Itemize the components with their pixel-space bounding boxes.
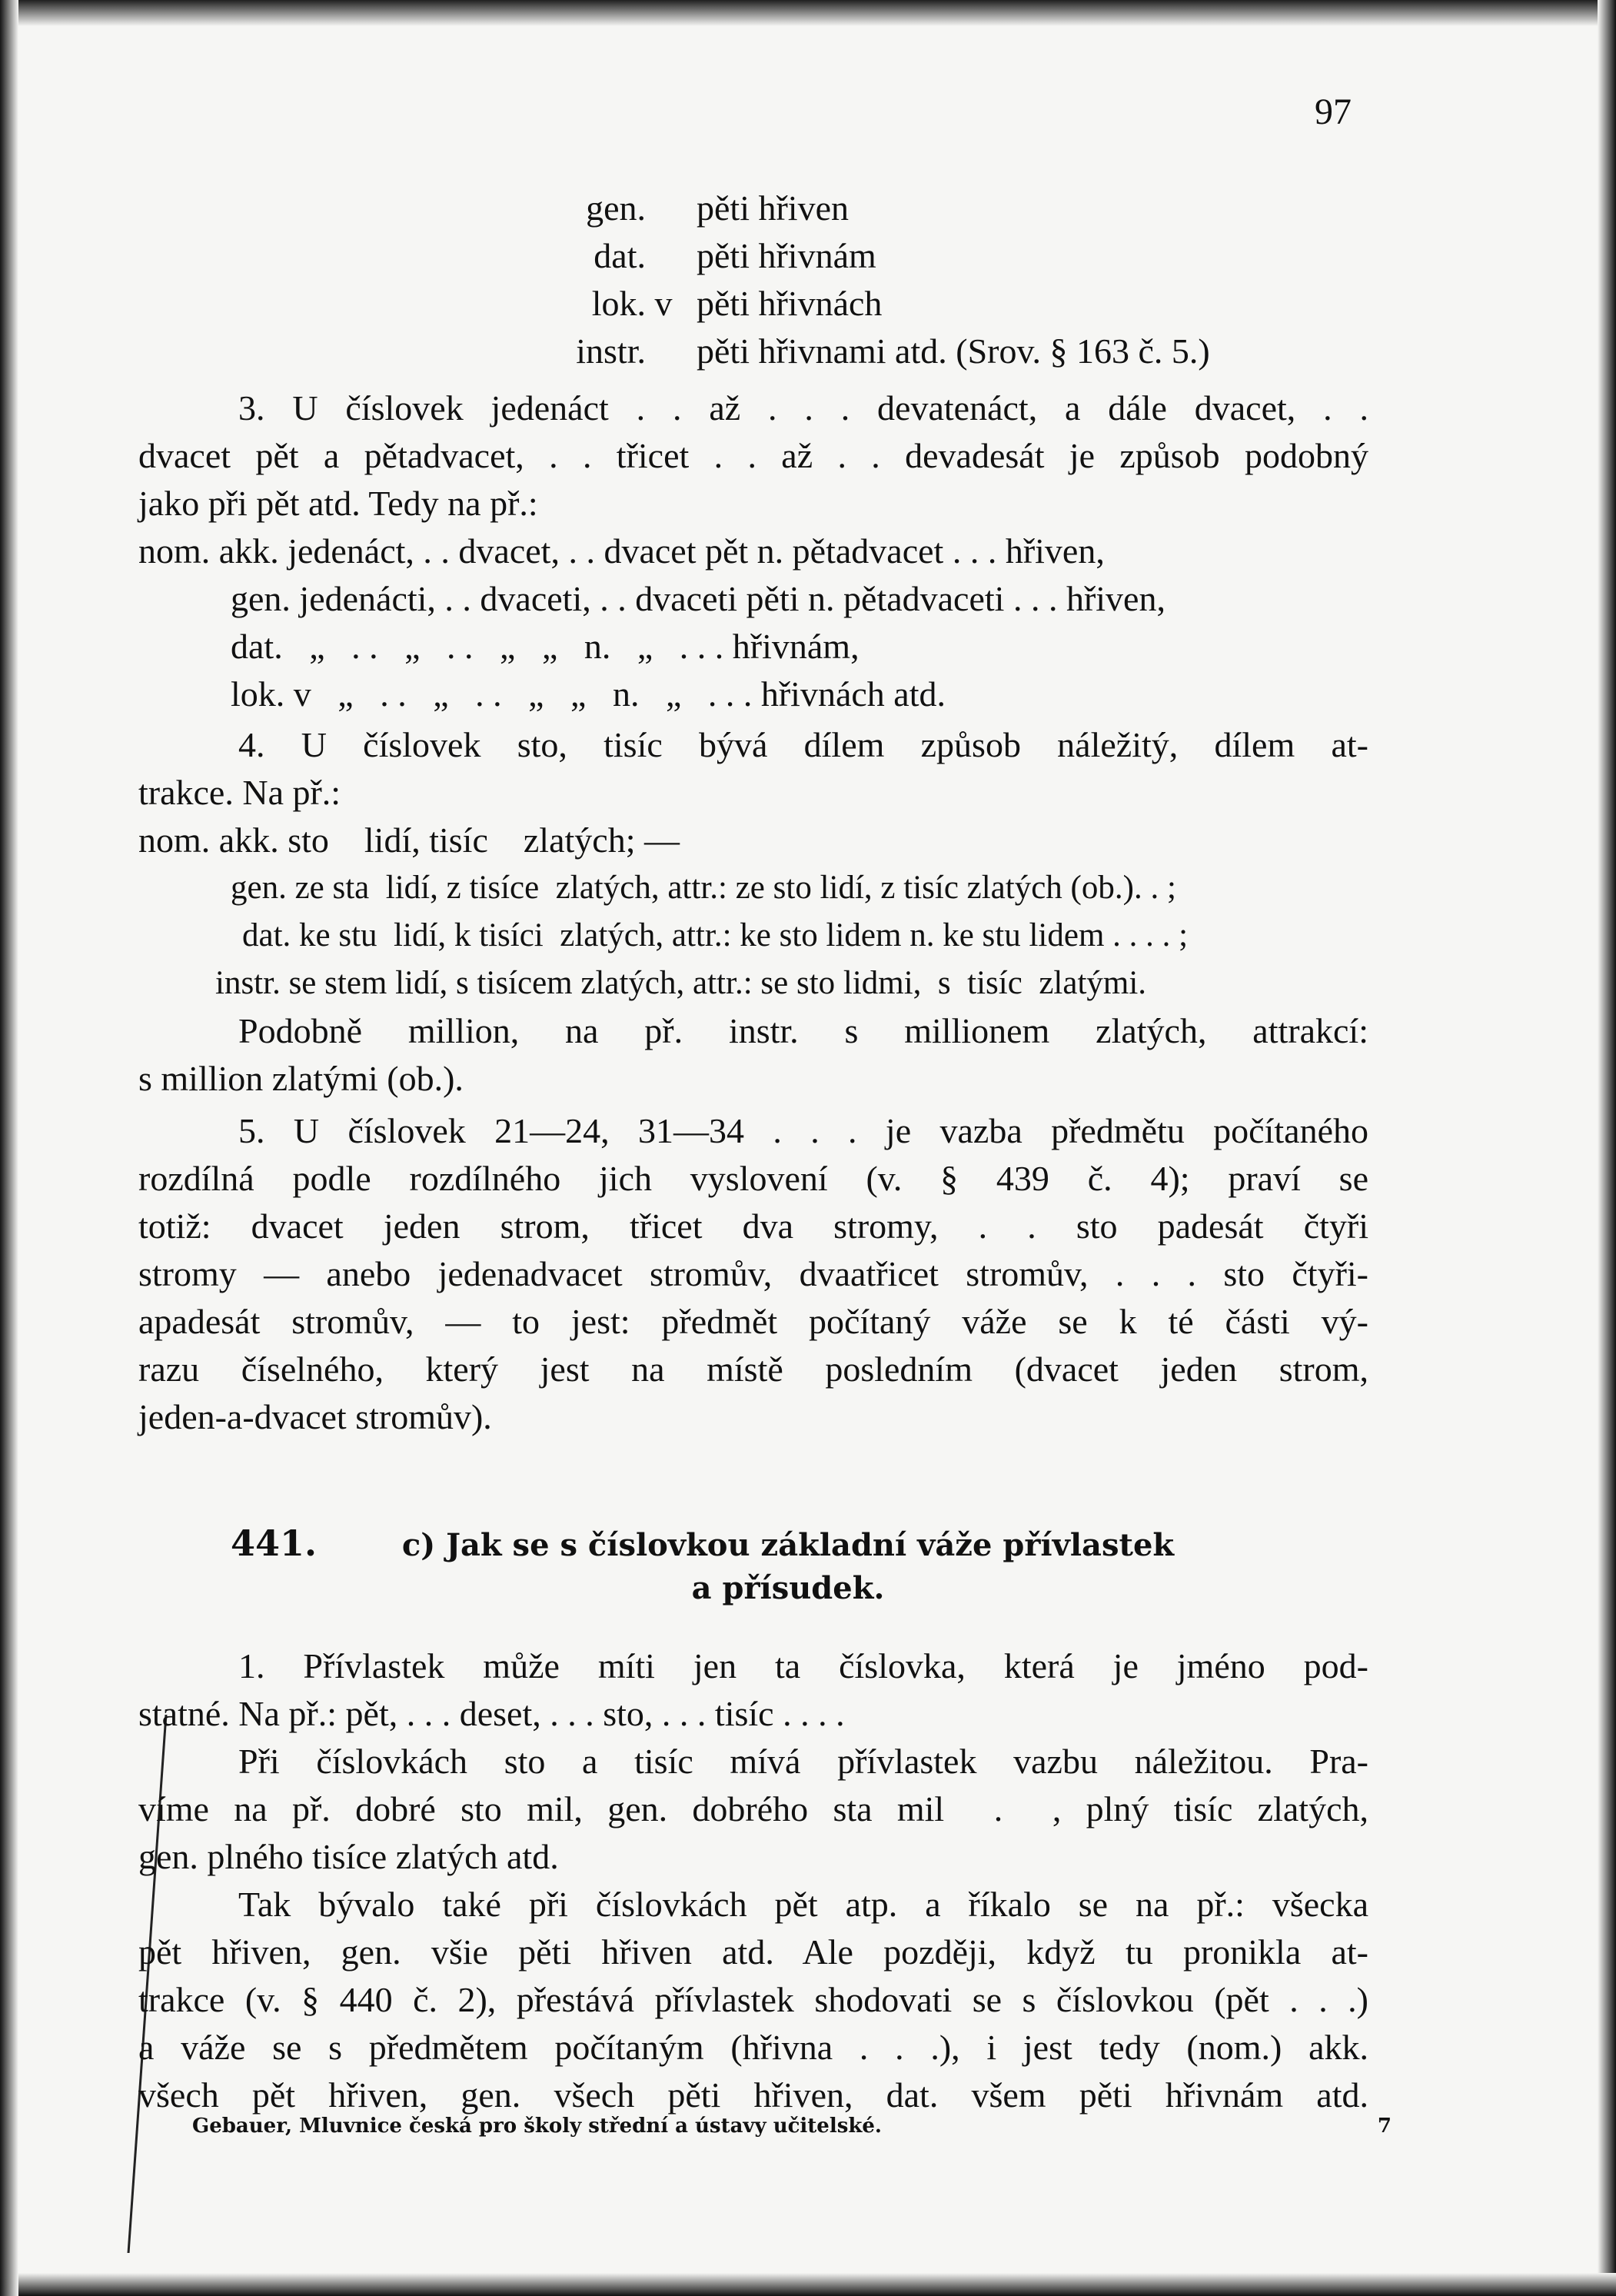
text-line: Tak bývalo také při číslovkách pět atp. a říkalo se na př.: všecka xyxy=(238,1885,1368,1924)
paradigm-case: gen. xyxy=(586,188,646,228)
scan-edge-bottom xyxy=(0,2273,1616,2296)
text-line: jeden-a-dvacet stromův). xyxy=(138,1397,492,1436)
paragraph-441-1 xyxy=(138,1642,1368,2119)
text-line: pět hřiven, gen. všie pěti hřiven atd. Ale později, když tu pronikla at- xyxy=(138,1932,1368,1972)
text-line: nom. akk. jedenáct, . . dvacet, . . dvacet pět n. pětadvacet . . . hřiven, xyxy=(138,531,1105,571)
text-line: 1. Přívlastek může míti jen ta číslovka, která je jméno pod- xyxy=(238,1646,1368,1685)
text-line: dat. ke stu lidí, k tisíci zlatých, attr.: ke sto lidem n. ke stu lidem . . . . ; xyxy=(242,917,1189,953)
text-line: razu číselného, který jest na místě posledním (dvacet jeden strom, xyxy=(138,1349,1368,1389)
text-line: rozdílná podle rozdílného jich vyslovení (v. § 439 č. 4); praví se xyxy=(138,1159,1368,1198)
paradigm-form: pěti hřivnách xyxy=(697,284,883,323)
page-number: 97 xyxy=(1315,92,1352,132)
text-line: lok. v „ . . „ . . „ „ n. „ . . . hřivnách atd. xyxy=(231,674,946,714)
text-line: apadesát stromův, — to jest: předmět počítaný váže se k té části vý- xyxy=(138,1302,1368,1341)
paradigm-row xyxy=(530,185,1210,232)
text-line: gen. jedenácti, . . dvaceti, . . dvaceti pěti n. pětadvaceti . . . hřiven, xyxy=(231,579,1165,618)
section-title-line: a přísudek. xyxy=(691,1570,885,1606)
text-line: nom. akk. sto lidí, tisíc zlatých; — xyxy=(138,820,680,860)
text-line: všech pět hřiven, gen. všech pěti hřiven, dat. všem pěti hřivnám atd. xyxy=(138,2075,1368,2115)
text-line: a váže se s předmětem počítaným (hřivna . . .), i jest tedy (nom.) akk. xyxy=(138,2028,1368,2067)
paradigm-row xyxy=(530,232,1210,280)
paradigm-form: pěti hřivnám xyxy=(697,236,876,275)
paradigm-row xyxy=(530,328,1210,375)
paradigm-case: instr. xyxy=(576,331,646,371)
paragraph-4 xyxy=(138,721,1368,1103)
text-line: 5. U číslovek 21—24, 31—34 . . . je vazba předmětu počítaného xyxy=(238,1111,1368,1150)
paradigm-preposition: v xyxy=(654,284,673,323)
text-line: dat. „ . . „ . . „ „ n. „ . . . hřivnám, xyxy=(231,627,860,666)
paradigm-case: lok. xyxy=(591,284,646,323)
text-line: jako při pět atd. Tedy na př.: xyxy=(138,484,538,523)
section-number: 441. xyxy=(231,1522,318,1564)
text-line: instr. se stem lidí, s tisícem zlatých, attr.: se sto lidmi, s tisíc zlatými. xyxy=(215,965,1147,1001)
paragraph-3 xyxy=(138,384,1368,718)
text-line: Při číslovkách sto a tisíc mívá přívlastek vazbu náležitou. Pra- xyxy=(238,1742,1368,1781)
text-line: trakce (v. § 440 č. 2), přestává přívlastek shodovati se s číslovkou (pět . . .) xyxy=(138,1980,1368,2019)
text-line: totiž: dvacet jeden strom, třicet dva stromy, . . sto padesát čtyři xyxy=(138,1206,1368,1246)
text-line: gen. plného tisíce zlatých atd. xyxy=(138,1837,559,1876)
footer xyxy=(192,2115,1392,2138)
paragraph-5 xyxy=(138,1107,1368,1441)
text-line: víme na př. dobré sto mil, gen. dobrého sta mil . , plný tisíc zlatých, xyxy=(138,1789,1368,1828)
text-line: 3. U číslovek jedenáct . . až . . . devatenáct, a dále dvacet, . . xyxy=(238,388,1368,428)
paradigm-table xyxy=(530,185,1210,375)
footer-source: Gebauer, Mluvnice česká pro školy střední a ústavy učitelské. xyxy=(192,2115,882,2138)
paradigm-form: pěti hřiven xyxy=(697,188,849,228)
text-line: dvacet pět a pětadvacet, . . třicet . . až . . devadesát je způsob podobný xyxy=(138,436,1368,475)
paradigm-form: pěti hřivnami atd. (Srov. § 163 č. 5.) xyxy=(697,331,1210,371)
text-line: gen. ze sta lidí, z tisíce zlatých, attr.: ze sto lidí, z tisíc zlatých (ob.). . ; xyxy=(231,870,1176,906)
text-line: s million zlatými (ob.). xyxy=(138,1059,464,1098)
section-title-line: c) Jak se s číslovkou základní váže přívlastek xyxy=(401,1527,1175,1563)
paradigm-case: dat. xyxy=(594,236,646,275)
text-line: statné. Na př.: pět, . . . deset, . . . sto, . . . tisíc . . . . xyxy=(138,1694,845,1733)
text-line: trakce. Na př.: xyxy=(138,773,341,812)
scan-edge-right xyxy=(1598,0,1616,2296)
text-line: 4. U číslovek sto, tisíc bývá dílem způsob náležitý, dílem at- xyxy=(238,725,1368,764)
signature-mark: 7 xyxy=(1377,2115,1392,2138)
text-line: stromy — anebo jedenadvacet stromův, dvaatřicet stromův, . . . sto čtyři- xyxy=(138,1254,1368,1293)
text-line: Podobně million, na př. instr. s millionem zlatých, attrakcí: xyxy=(238,1011,1368,1050)
paradigm-row xyxy=(530,280,1210,328)
section-heading xyxy=(292,1524,1284,1610)
